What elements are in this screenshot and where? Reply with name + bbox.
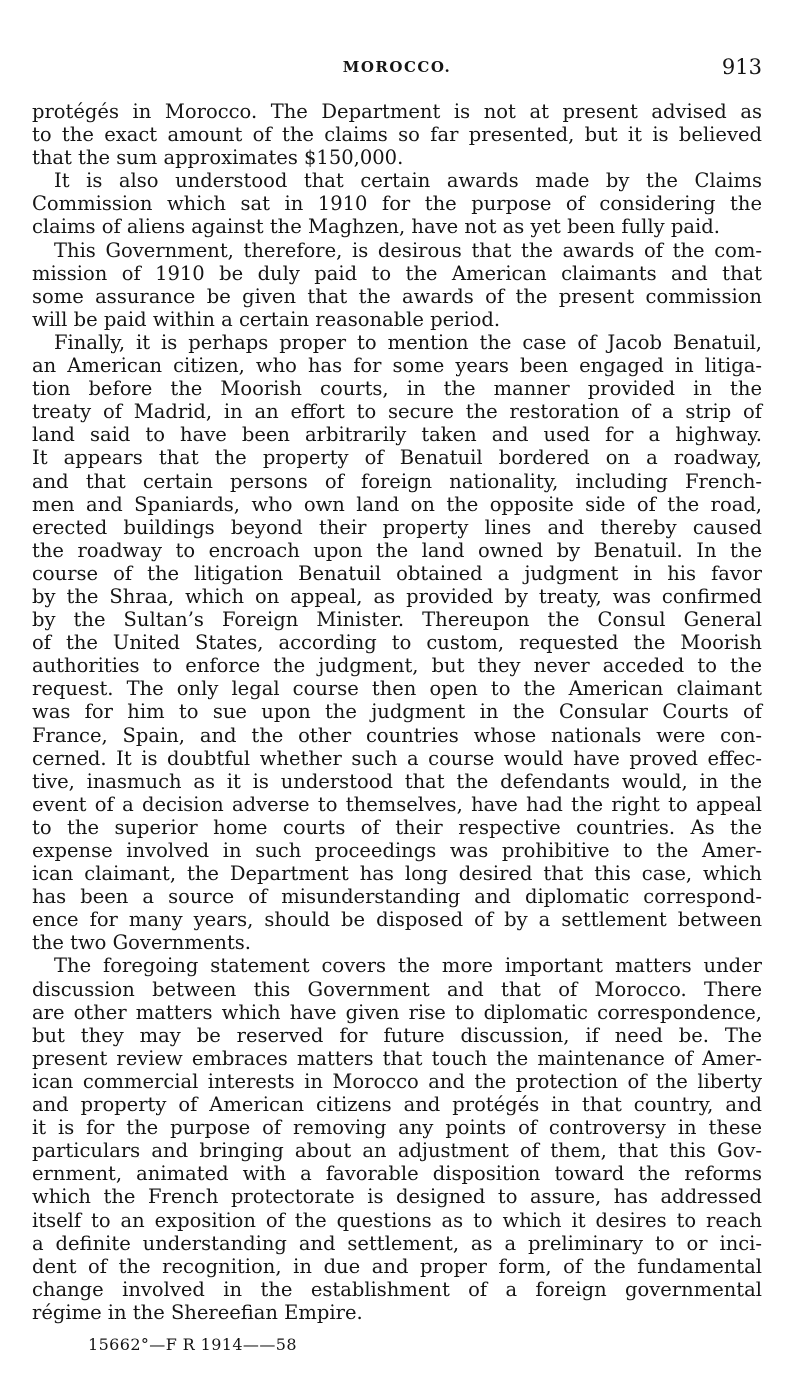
paragraph-4 xyxy=(32,331,762,955)
text-line: course of the litigation Benatuil obtained a judgment in his favor xyxy=(32,561,762,585)
text-line: tion before the Moorish courts, in the manner provided in the xyxy=(32,377,762,401)
running-title: MOROCCO. xyxy=(342,58,452,76)
text-line: cerned. It is doubtful whether such a course would have proved effec- xyxy=(32,746,762,770)
text-line: it is for the purpose of removing any points of controversy in these xyxy=(32,1116,762,1140)
text-line: but they may be reserved for future discussion, if need be. The xyxy=(32,1023,762,1047)
text-line: will be paid within a certain reasonable period. xyxy=(32,307,501,331)
text-line: land said to have been arbitrarily taken and used for a highway. xyxy=(32,423,762,447)
text-line: are other matters which have given rise to diplomatic correspondence, xyxy=(32,1000,762,1024)
text-line: men and Spaniards, who own land on the opposite side of the road, xyxy=(32,492,762,516)
text-line: authorities to enforce the judgment, but they never acceded to the xyxy=(32,654,762,678)
text-line: to the exact amount of the claims so far presented, but it is believed xyxy=(32,123,762,147)
paragraph-3 xyxy=(32,239,762,331)
text-line: the roadway to encroach upon the land owned by Benatuil. In the xyxy=(32,538,762,562)
text-line: by the Shraa, which on appeal, as provided by treaty, was confirmed xyxy=(32,584,762,608)
paragraph-2 xyxy=(32,169,762,238)
text-line: present review embraces matters that touch the maintenance of Amer- xyxy=(32,1046,762,1070)
text-line: the two Governments. xyxy=(32,931,251,955)
page-header xyxy=(32,55,762,79)
text-line: was for him to sue upon the judgment in the Consular Courts of xyxy=(32,700,762,724)
page-number: 913 xyxy=(721,55,762,79)
text-line: It appears that the property of Benatuil bordered on a roadway, xyxy=(32,446,762,470)
body-text xyxy=(32,100,762,1324)
text-line: tive, inasmuch as it is understood that the defendants would, in the xyxy=(32,769,762,793)
text-line: Finally, it is perhaps proper to mention the case of Jacob Benatuil, xyxy=(54,330,762,354)
text-line: France, Spain, and the other countries whose nationals were con- xyxy=(32,723,762,747)
paragraph-5 xyxy=(32,954,762,1324)
text-line: some assurance be given that the awards of the present commission xyxy=(32,284,762,308)
text-line: expense involved in such proceedings was prohibitive to the Amer- xyxy=(32,839,762,862)
text-line: itself to an exposition of the questions as to which it desires to reach xyxy=(32,1208,762,1232)
text-line: erected buildings beyond their property lines and thereby caused xyxy=(32,515,762,539)
text-line: It is also understood that certain awards made by the Claims xyxy=(54,169,762,193)
text-line: ence for many years, should be disposed of by a settlement between xyxy=(32,908,762,932)
text-line: by the Sultan’s Foreign Minister. Thereupon the Consul General xyxy=(32,608,762,632)
text-line: discussion between this Government and that of Morocco. There xyxy=(32,977,762,1001)
text-line: event of a decision adverse to themselves, have had the right to appeal xyxy=(32,792,762,816)
text-line: régime in the Shereefian Empire. xyxy=(32,1300,363,1324)
text-line: and property of American citizens and protégés in that country, and xyxy=(32,1093,762,1117)
text-line: has been a source of misunderstanding and diplomatic correspond- xyxy=(32,885,762,909)
text-line: a definite understanding and settlement, as a preliminary to or inci- xyxy=(32,1231,762,1255)
text-line: This Government, therefore, is desirous that the awards of the com- xyxy=(54,238,762,262)
text-line: Commission which sat in 1910 for the purpose of considering the xyxy=(32,192,762,216)
text-line: The foregoing statement covers the more important matters under xyxy=(54,954,762,978)
text-line: ernment, animated with a favorable disposition toward the reforms xyxy=(32,1162,762,1186)
text-line: to the superior home courts of their respective countries. As the xyxy=(32,815,762,839)
text-line: of the United States, according to custom, requested the Moorish xyxy=(32,631,762,655)
text-line: an American citizen, who has for some years been engaged in litiga- xyxy=(32,354,762,378)
text-line: claims of aliens against the Maghzen, have not as yet been fully paid. xyxy=(32,215,720,239)
text-line: and that certain persons of foreign nationality, including French- xyxy=(32,469,762,493)
text-line: ican claimant, the Department has long desired that this case, which xyxy=(32,862,762,886)
text-line: dent of the recognition, in due and proper form, of the fundamental xyxy=(32,1254,762,1278)
signature-mark: 15662°—F R 1914——58 xyxy=(88,1335,297,1354)
text-line: ican commercial interests in Morocco and the protection of the liberty xyxy=(32,1069,762,1093)
paragraph-1 xyxy=(32,100,762,169)
text-line: mission of 1910 be duly paid to the American claimants and that xyxy=(32,261,762,285)
text-line: request. The only legal course then open to the American claimant xyxy=(32,677,762,701)
text-line: treaty of Madrid, in an effort to secure the restoration of a strip of xyxy=(32,400,762,424)
text-line: particulars and bringing about an adjustment of them, that this Gov- xyxy=(32,1139,762,1163)
text-line: which the French protectorate is designed to assure, has addressed xyxy=(32,1185,762,1209)
text-line: change involved in the establishment of a foreign governmental xyxy=(32,1277,762,1301)
text-line: protégés in Morocco. The Department is not at present advised as xyxy=(32,100,762,123)
text-line: that the sum approximates $150,000. xyxy=(32,146,404,170)
